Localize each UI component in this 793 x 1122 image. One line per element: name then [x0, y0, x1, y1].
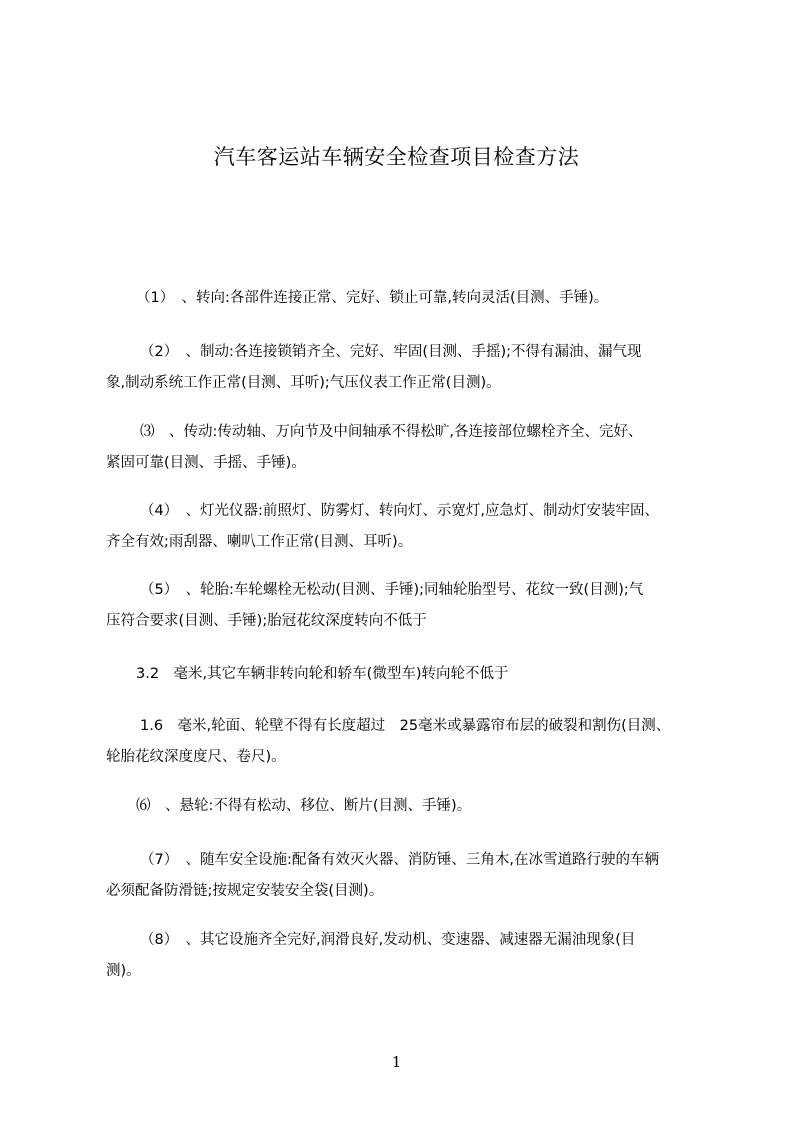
paragraph-line: ⑹ 、悬轮:不得有松动、移位、断片(目测、手锤)。	[136, 798, 472, 814]
paragraph-line: ⑶ 、传动:传动轴、万向节及中间轴承不得松旷,各连接部位螺栓齐全、完好、	[140, 424, 643, 440]
paragraph-line: 1.6 毫米,轮面、轮壁不得有长度超过 25毫米或暴露帘布层的破裂和割伤(目测、	[140, 718, 671, 734]
paragraph-tires	[106, 575, 710, 637]
paragraph-safety-equipment	[106, 845, 710, 907]
page-number: 1	[391, 1053, 402, 1071]
paragraph-line: （7） 、随车安全设施:配备有效灭火器、消防锤、三角木,在冰雪道路行驶的车辆	[140, 852, 659, 868]
paragraph-tire-depth-3-2	[106, 659, 710, 690]
paragraph-lights	[106, 496, 710, 558]
paragraph-line: 齐全有效;雨刮器、喇叭工作正常(目测、耳听)。	[106, 534, 413, 550]
paragraph-brakes	[106, 337, 710, 399]
paragraph-steering	[106, 283, 710, 314]
paragraph-line: （1） 、转向:各部件连接正常、完好、锁止可靠,转向灵活(目测、手锤)。	[136, 290, 609, 306]
paragraph-other-facilities	[106, 925, 710, 987]
paragraph-transmission	[106, 417, 710, 479]
document-title: 汽车客运站车辆安全检查项目检查方法	[213, 145, 580, 169]
paragraph-line: 紧固可靠(目测、手摇、手锤)。	[106, 455, 306, 471]
paragraph-line: 3.2 毫米,其它车辆非转向轮和轿车(微型车)转向轮不低于	[136, 666, 509, 682]
paragraph-line: 测)。	[106, 963, 141, 979]
paragraph-line: 象,制动系统工作正常(目测、耳听);气压仪表工作正常(目测)。	[106, 375, 501, 391]
paragraph-line: 压符合要求(目测、手锤);胎冠花纹深度转向不低于	[106, 613, 427, 629]
paragraph-line: （8） 、其它设施齐全完好,润滑良好,发动机、变速器、减速器无漏油现象(目	[140, 932, 636, 948]
paragraph-line: （4） 、灯光仪器:前照灯、防雾灯、转向灯、示宽灯,应急灯、制动灯安装牢固、	[140, 503, 659, 519]
paragraph-line: （2） 、制动:各连接锁销齐全、完好、牢固(目测、手摇);不得有漏油、漏气现	[140, 344, 642, 360]
paragraph-line: （5） 、轮胎:车轮螺栓无松动(目测、手锤);同轴轮胎型号、花纹一致(目测);气	[140, 582, 644, 598]
paragraph-line: 轮胎花纹深度度尺、卷尺)。	[106, 749, 286, 765]
paragraph-line: 必须配备防滑链;按规定安装安全袋(目测)。	[106, 883, 384, 899]
paragraph-suspension	[106, 791, 710, 822]
paragraph-tire-depth-1-6	[106, 711, 710, 773]
